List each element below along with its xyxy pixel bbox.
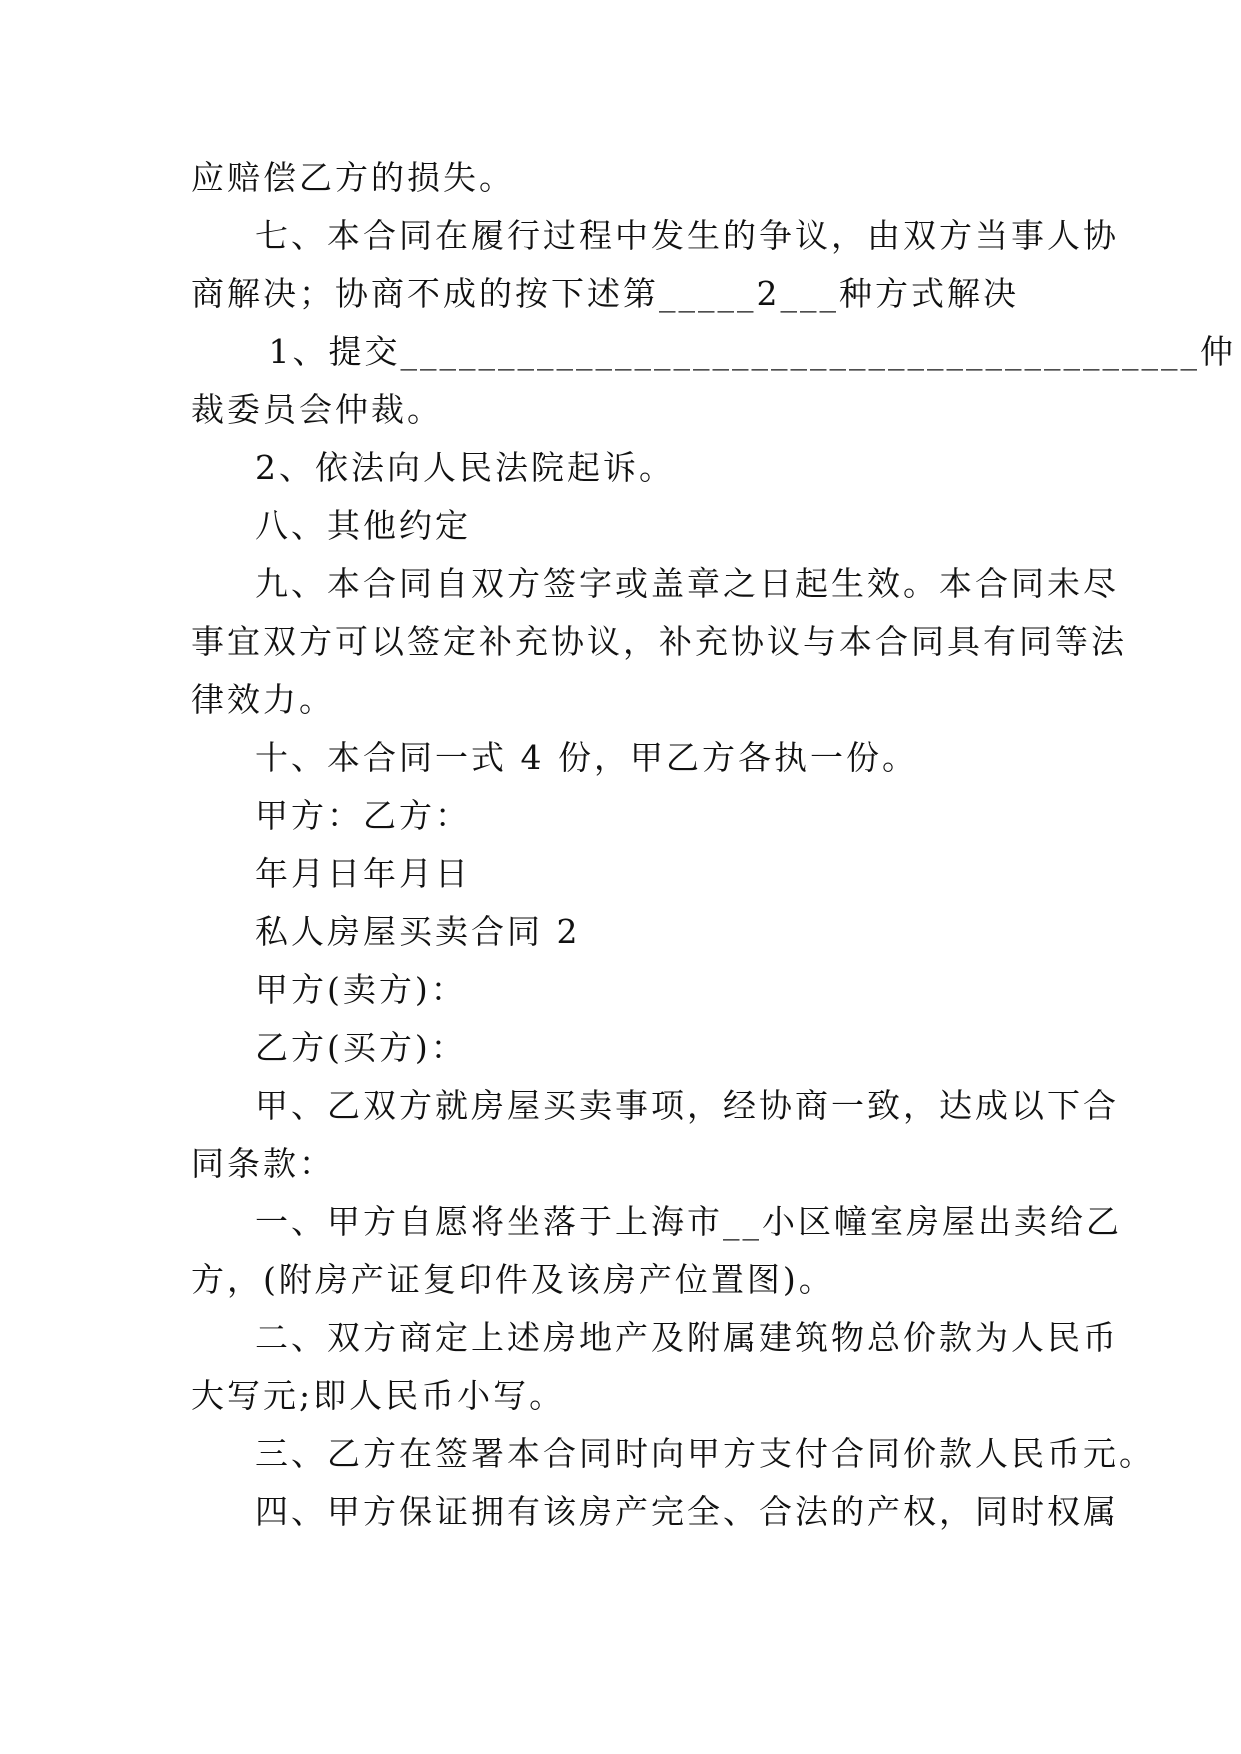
paragraph-line: 裁委员会仲裁。 [191, 390, 443, 429]
paragraph-line: 甲、乙双方就房屋买卖事项，经协商一致，达成以下合 [255, 1086, 1119, 1125]
paragraph-line: 律效力。 [191, 680, 335, 719]
paragraph-line: 2、依法向人民法院起诉。 [255, 448, 675, 487]
paragraph-line: 商解决；协商不成的按下述第_____2___种方式解决 [191, 274, 1019, 313]
paragraph-line: 应赔偿乙方的损失。 [191, 158, 515, 197]
paragraph-line: 同条款： [191, 1144, 335, 1183]
paragraph-line: 十、本合同一式 4 份，甲乙方各执一份。 [255, 738, 918, 777]
paragraph-line: 九、本合同自双方签字或盖章之日起生效。本合同未尽 [255, 564, 1119, 603]
paragraph-line: 二、双方商定上述房地产及附属建筑物总价款为人民币 [255, 1318, 1119, 1357]
paragraph-line: 大写元;即人民币小写。 [191, 1376, 566, 1415]
paragraph-line: 甲方：乙方： [255, 796, 471, 835]
paragraph-line: 1、提交_________________________________________仲 [255, 332, 1236, 371]
paragraph-line: 七、本合同在履行过程中发生的争议，由双方当事人协 [255, 216, 1119, 255]
paragraph-line: 方，(附房产证复印件及该房产位置图)。 [191, 1260, 835, 1299]
paragraph-line: 年月日年月日 [255, 854, 471, 893]
paragraph-line: 一、甲方自愿将坐落于上海市__小区幢室房屋出卖给乙 [255, 1202, 1122, 1241]
paragraph-line: 三、乙方在签署本合同时向甲方支付合同价款人民币元。 [255, 1434, 1155, 1473]
paragraph-line: 甲方(卖方)： [255, 970, 467, 1009]
paragraph-line: 八、其他约定 [255, 506, 471, 545]
paragraph-line: 事宜双方可以签定补充协议，补充协议与本合同具有同等法 [191, 622, 1127, 661]
paragraph-line: 私人房屋买卖合同 2 [255, 912, 581, 951]
paragraph-line: 乙方(买方)： [255, 1028, 467, 1067]
paragraph-line: 四、甲方保证拥有该房产完全、合法的产权，同时权属 [255, 1492, 1119, 1531]
